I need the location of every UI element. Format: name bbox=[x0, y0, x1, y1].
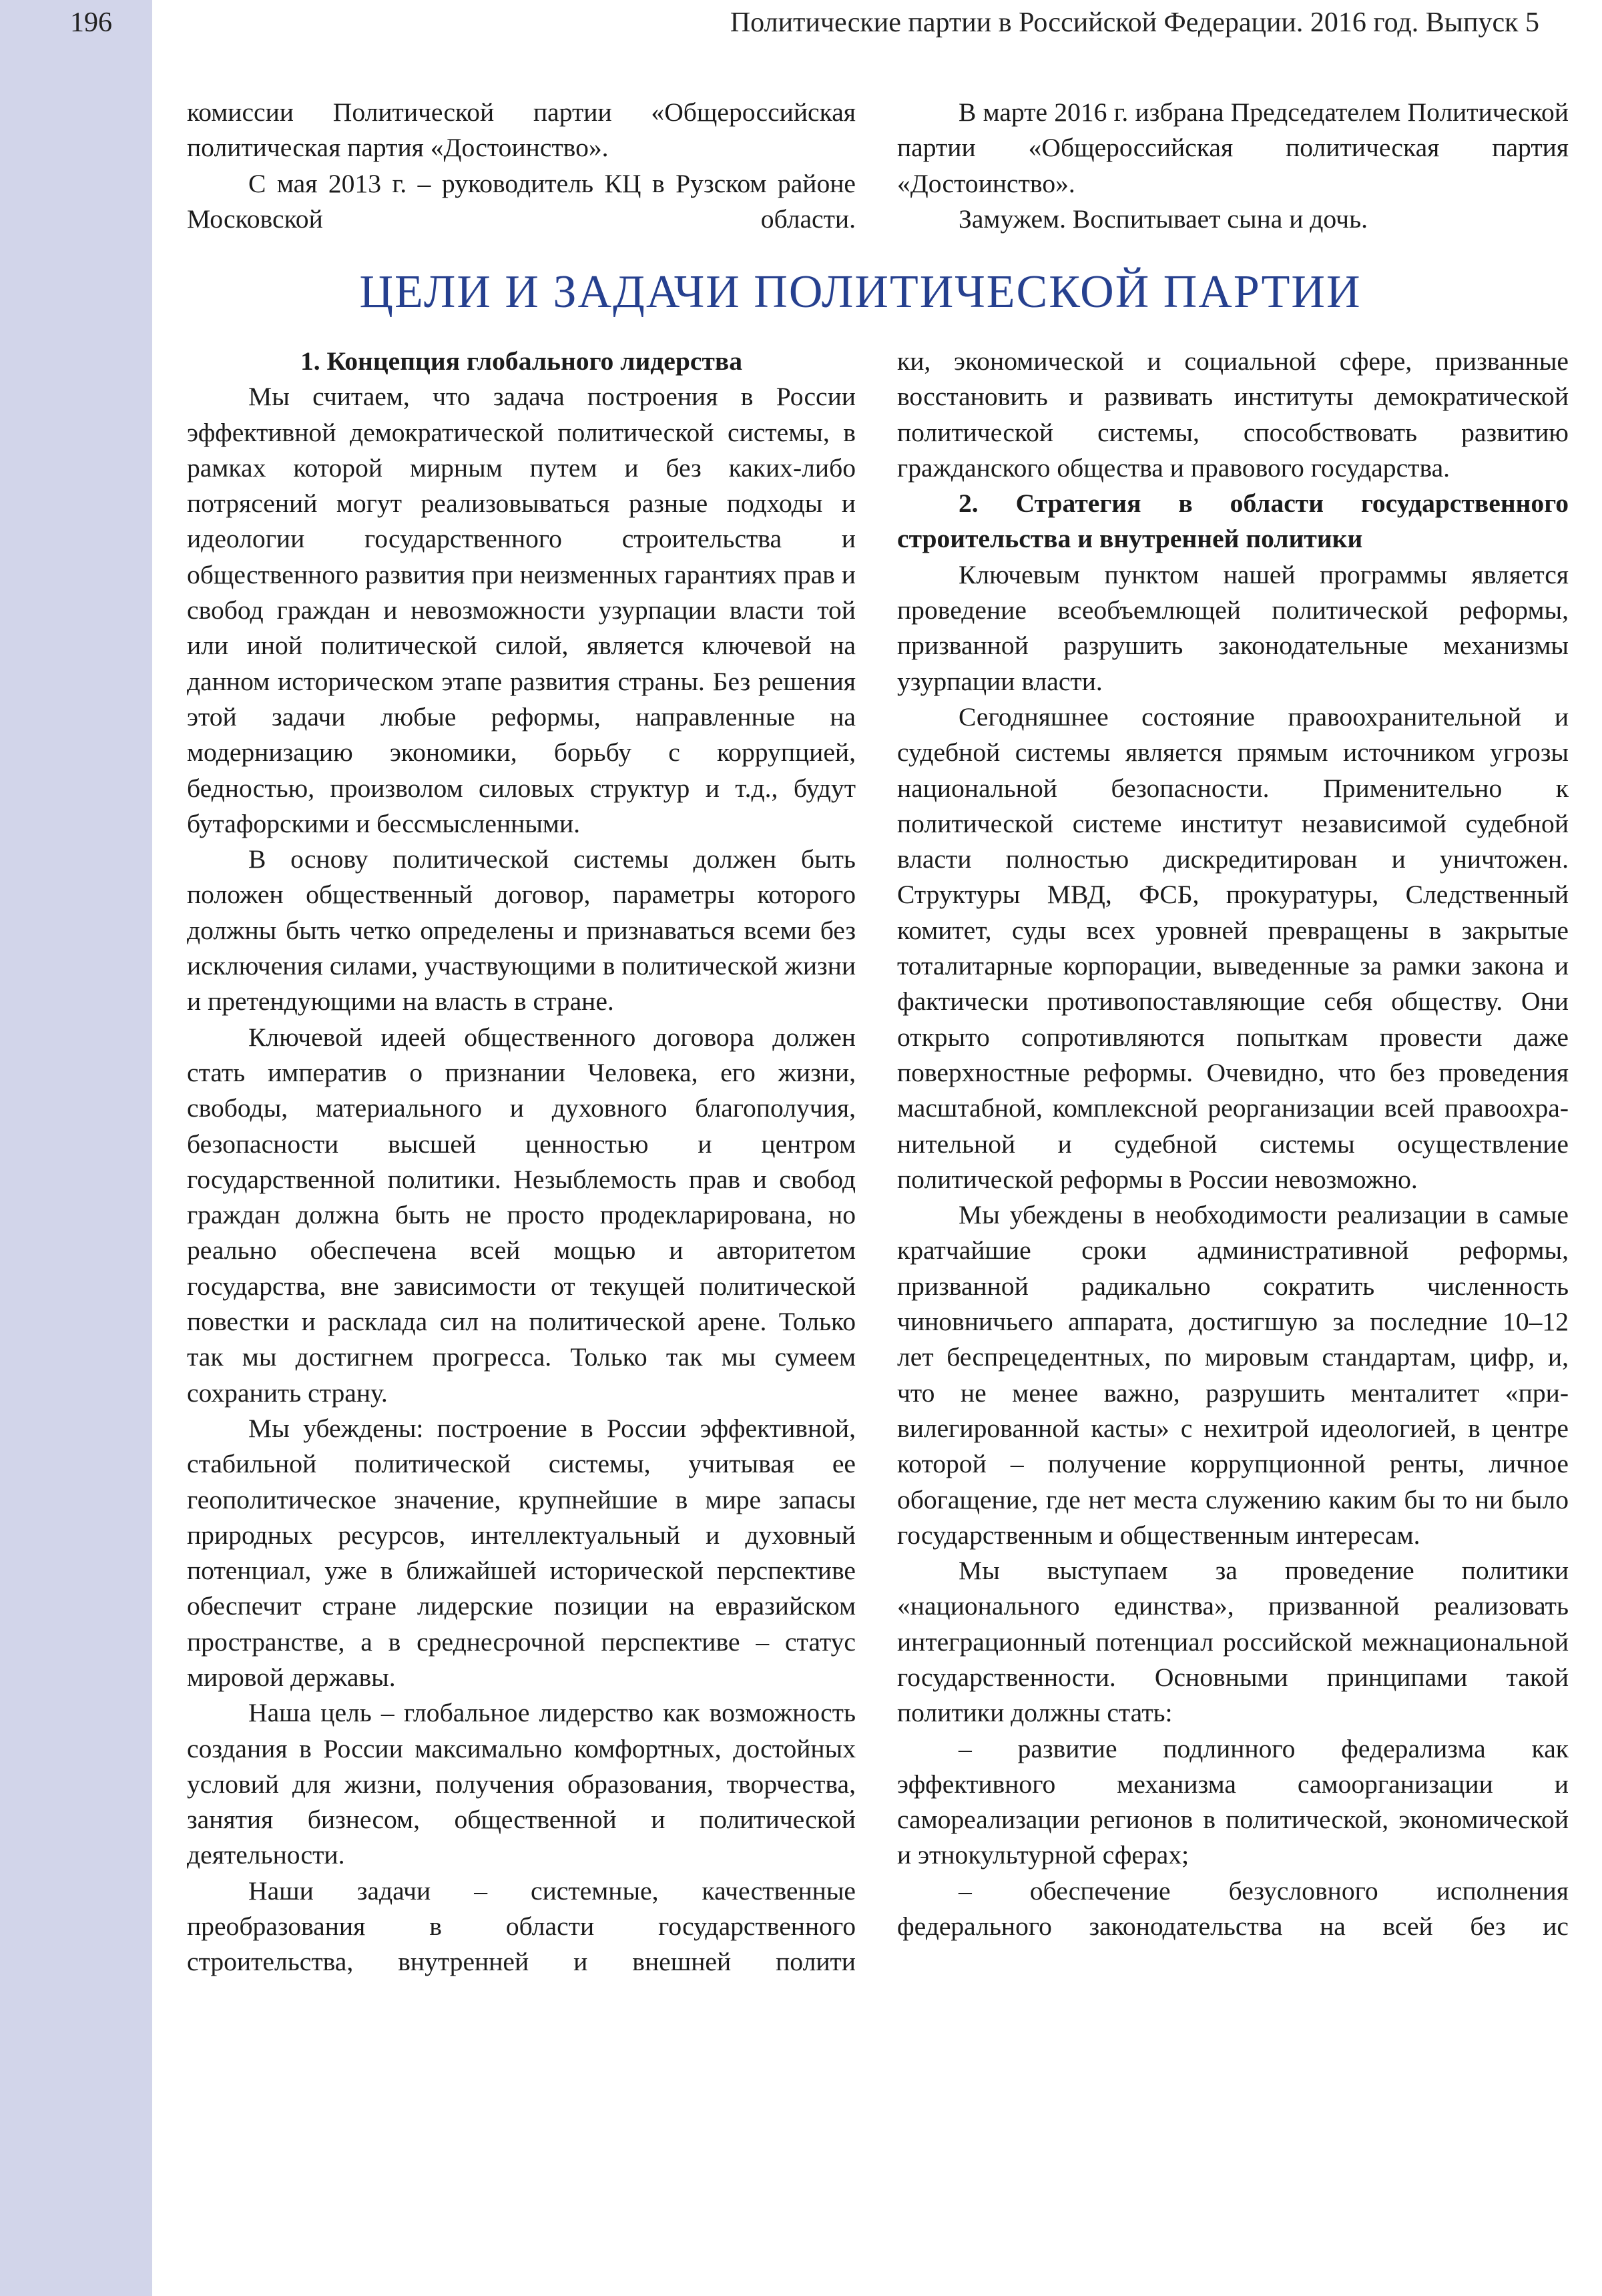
paragraph: – развитие подлинного федерализма как эффективного механизма самоорганизации и самореализации регионов в политической, экономической и этнокультурной сферах; bbox=[897, 1733, 1569, 1870]
right-text-column bbox=[897, 344, 1569, 1944]
bio-right-column bbox=[897, 95, 1569, 237]
page-number: 196 bbox=[70, 7, 112, 38]
paragraph: Мы убеждены: построение в России эффективной, стабильной политической системы, учитывая ее геополитическое значение, крупнейшие в мире запасы природных ресурсов, интеллектуальный и духовный потенциал, уже в ближайшей исторической перспективе обеспечит стране лидерские позиции на евразийском пространстве, а в среднесрочной перспективе – статус мировой державы. bbox=[187, 1413, 856, 1692]
paragraph: Замужем. Воспитывает сына и дочь. bbox=[959, 204, 1368, 234]
paragraph: Ключевой идеей общественного договора должен стать императив о признании Человека, его жизни, свободы, материального и духовного благополучия, безопасности высшей ценностью и центром государственной политики. Незыблемость прав и свобод граждан должна быть не просто продекларирована, но реально обеспечена всей мощью и авторитетом государства, вне зависимости от текущей политической повестки и расклада сил на политической арене. Только так мы достигнем прогресса. Только так мы сумеем сохранить страну. bbox=[187, 1022, 856, 1408]
paragraph: В марте 2016 г. избрана Председателем Политической партии «Общероссийская политическая партия «Достоинство». bbox=[897, 97, 1569, 198]
paragraph: Ключевым пунктом нашей программы является проведение всеобъемлющей политической реформы, призванной разрушить законодательные механизмы узурпации власти. bbox=[897, 559, 1569, 696]
paragraph: Наша цель – глобальное лидерство как возможность создания в России максимально комфортных, достойных условий для жизни, получения образования, творчества, занятия бизнесом, общественной и политической деятельности. bbox=[187, 1698, 856, 1870]
page-side-band bbox=[0, 0, 152, 2296]
paragraph: ки, экономической и социальной сфере, призванные восстановить и развивать институты демократической политической системы, способствовать развитию гражданского общества и правового государства. bbox=[897, 346, 1569, 483]
paragraph: Мы убеждены в необходимости реализации в самые кратчайшие сроки административной реформы, призванной радикально сократить численность чиновничьего аппарата, достигшую за последние 10–12 лет беспрецедентных, по мировым стандартам, цифр, и, что не менее важно, разрушить менталитет «привилегированной касты» с нехитрой идеологией, в центре которой – получение коррупционной ренты, личное обогащение, где нет места служению каким бы то ни было государственным и общественным интересам. bbox=[897, 1200, 1569, 1550]
paragraph: комиссии Политической партии «Общероссийская политическая партия «Достоинство». bbox=[187, 97, 856, 163]
section-heading: 1. Концепция глобального лидерства bbox=[300, 346, 743, 376]
paragraph: Мы считаем, что задача построения в России эффективной демократической политической системы, в рамках которой мирным путем и без каких-либо потрясений могут реализовываться разные подходы и идеологии государственного строительства и общественного развития при неизменных гарантиях прав и свобод граждан и невозможности узурпации власти той или иной политической силой, является ключевой на данном историческом этапе развития страны. Без решения этой задачи любые реформы, направленные на модернизацию экономики, борьбу с коррупцией, бедностью, произволом силовых структур и т.д., будут бутафорскими и бессмысленными. bbox=[187, 382, 856, 838]
paragraph: – обеспечение безусловного исполнения федерального законодательства на всей без ис bbox=[897, 1876, 1569, 1942]
section-title: ЦЕЛИ И ЗАДАЧИ ПОЛИТИЧЕСКОЙ ПАРТИИ bbox=[359, 266, 1362, 318]
section-heading: 2. Стратегия в области государственного строительства и внутренней политики bbox=[897, 489, 1569, 554]
paragraph: В основу политической системы должен быть положен общественный договор, параметры которого должны быть четко определены и признаваться всеми без исключения силами, участвующими в политической жизни и претендующими на власть в стране. bbox=[187, 844, 856, 1017]
paragraph: С мая 2013 г. – руководитель КЦ в Рузском районе Московской области. bbox=[187, 168, 856, 234]
bio-left-column bbox=[187, 95, 856, 237]
left-text-column bbox=[187, 344, 856, 1980]
running-title: Политические партии в Российской Федерации. 2016 год. Выпуск 5 bbox=[730, 7, 1539, 38]
paragraph: Наши задачи – системные, качественные преобразования в области государственного строительства, внутренней и внешней полити bbox=[187, 1876, 856, 1977]
paragraph: Мы выступаем за проведение политики «национального единства», призванной реализовать интеграционный потенциал российской межнациональной государственности. Основными принципами такой политики должны стать: bbox=[897, 1556, 1569, 1728]
paragraph: Сегодняшнее состояние правоохранительной и судебной системы является прямым источником угрозы национальной безопасности. Применительно к политической системе институт независимой судебной власти полностью дискредитирован и уничтожен. Структуры МВД, ФСБ, прокуратуры, Следственный комитет, суды всех уровней превращены в закрытые тоталитарные корпорации, выведенные за рамки закона и фактически противопоставляющие себя обществу. Они открыто сопротивляются попыткам провести даже поверхностные реформы. Очевидно, что без проведения масштабной, комплексной реорганизации всей правоохранительной и судебной системы осуществление политической реформы в России невозможно. bbox=[897, 701, 1569, 1194]
